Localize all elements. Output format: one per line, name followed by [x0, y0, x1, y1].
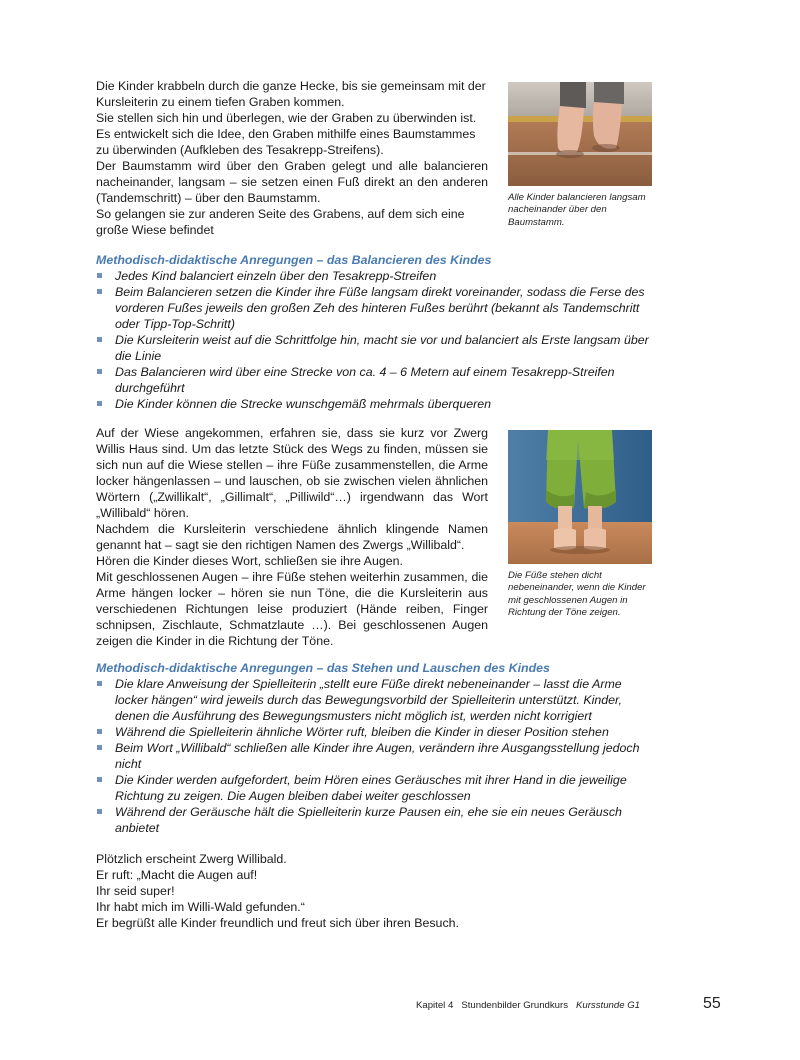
page-number: 55: [703, 995, 721, 1012]
bullet-square-icon: [97, 777, 102, 782]
list-item: Die klare Anweisung der Spielleiterin „stellt eure Füße direkt nebeneinander – lasst die Arme locker hängen“ wird jeweils durch das Bewegungsvorbild der Spielleiterin unterstützt. Kinder, denen die Ausführung des Bewegungsmusters nicht möglich ist, werden nicht korrigiert: [96, 676, 658, 724]
paragraph: Ihr seid super!: [96, 884, 175, 898]
paragraph: So gelangen sie zur anderen Seite des Grabens, auf dem sich eine große Wiese befindet: [96, 207, 465, 237]
footer-lesson: Kursstunde G1: [576, 1000, 640, 1011]
paragraph: Die Kinder krabbeln durch die ganze Hecke, bis sie gemeinsam mit der Kursleiterin zu einem tiefen Graben kommen.: [96, 79, 486, 109]
photo-caption: Die Füße stehen dicht nebeneinander, wenn die Kinder mit geschlossenen Augen in Richtung der Töne zeigen.: [508, 570, 646, 618]
footer-chapter: Kapitel 4: [415, 1000, 454, 1011]
list-item: Während die Spielleiterin ähnliche Wörter ruft, bleiben die Kinder in dieser Position stehen: [96, 724, 658, 740]
bullet-square-icon: [97, 401, 102, 406]
footer-section: Stundenbilder Grundkurs: [461, 1000, 568, 1011]
paragraph: Mit geschlossenen Augen – ihre Füße stehen weiterhin zusammen, die Arme hängen locker – hören sie nun Töne, die die Kursleiterin aus verschiedenen Richtungen leise produziert (Hände reiben, Finger schnipsen, Zischlaute, Schmatzlaute …). Bei geschlossenen Augen zeigen die Kinder in die Richtung der Töne.: [96, 570, 488, 648]
list-item: Die Kinder können die Strecke wunschgemäß mehrmals überqueren: [96, 396, 658, 412]
running-footer: [416, 1000, 640, 1011]
bullet-square-icon: [97, 809, 102, 814]
section-heading: Methodisch-didaktische Anregungen – das Stehen und Lauschen des Kindes: [96, 661, 550, 675]
list-item: Während der Geräusche hält die Spielleiterin kurze Pausen ein, ehe sie ein neues Geräusch anbietet: [96, 804, 658, 836]
list-item: Die Kursleiterin weist auf die Schrittfolge hin, macht sie vor und balanciert als Erste langsam über die Linie: [96, 332, 658, 364]
list-item: Das Balancieren wird über eine Strecke von ca. 4 – 6 Metern auf einem Tesakrepp-Streifen durchgeführt: [96, 364, 658, 396]
list-item: Die Kinder werden aufgefordert, beim Hören eines Geräusches mit ihrer Hand in die jeweilige Richtung zu zeigen. Die Augen bleiben dabei weiter geschlossen: [96, 772, 658, 804]
section-heading: Methodisch-didaktische Anregungen – das Balancieren des Kindes: [96, 253, 492, 267]
page-footer: [0, 996, 800, 1016]
paragraph: Plötzlich erscheint Zwerg Willibald.: [96, 852, 287, 866]
paragraph: Er begrüßt alle Kinder freundlich und freut sich über ihren Besuch.: [96, 916, 459, 930]
bullet-square-icon: [97, 729, 102, 734]
photo-feet-together: [508, 430, 652, 564]
bullet-square-icon: [97, 369, 102, 374]
bullet-list: [96, 268, 658, 412]
bullet-square-icon: [97, 273, 102, 278]
list-item: Beim Wort „Willibald“ schließen alle Kinder ihre Augen, verändern ihre Ausgangsstellung jedoch nicht: [96, 740, 658, 772]
paragraph: Hören die Kinder dieses Wort, schließen sie ihre Augen.: [96, 554, 403, 568]
bullet-square-icon: [97, 681, 102, 686]
paragraph: Auf der Wiese angekommen, erfahren sie, dass sie kurz vor Zwerg Willis Haus sind. Um das letzte Stück des Wegs zu finden, müssen sie sich nun auf die Wiese stellen – ihre Füße zusammenstellen, die Arme locker hängenlassen – und lauschen, ob sie zwischen vielen ähnlichen Wörtern („Zwillikalt“, „Gillimalt“, „Pilliwild“…) irgendwann das Wort „Willibald“ hören.: [96, 426, 488, 520]
bullet-square-icon: [97, 289, 102, 294]
list-item: Beim Balancieren setzen die Kinder ihre Füße langsam direkt voreinander, sodass die Ferse des vorderen Fußes jeweils den großen Zeh des hinteren Fußes berührt (bekannt als Tandemschritt oder Tipp-Top-Schritt): [96, 284, 658, 332]
photo-feet-balancing: [508, 82, 652, 186]
paragraph: Ihr habt mich im Willi-Wald gefunden.“: [96, 900, 305, 914]
paragraph: Der Baumstamm wird über den Graben gelegt und alle balancieren nacheinander, langsam – sie setzen einen Fuß direkt an den anderen (Tandemschritt) – über den Baumstamm.: [96, 159, 488, 205]
list-item: Jedes Kind balanciert einzeln über den Tesakrepp-Streifen: [96, 268, 658, 284]
photo-caption: Alle Kinder balancieren langsam nacheinander über den Baumstamm.: [508, 192, 646, 228]
paragraph: Er ruft: „Macht die Augen auf!: [96, 868, 258, 882]
bullet-square-icon: [97, 745, 102, 750]
meadow-text: [96, 425, 488, 649]
paragraph: Es entwickelt sich die Idee, den Graben mithilfe eines Baumstammes zu überwinden (Aufkleben des Tesakrepp-Streifens).: [96, 127, 476, 157]
closing-text: [96, 851, 656, 931]
paragraph: Nachdem die Kursleiterin verschiedene ähnlich klingende Namen genannt hat – sagt sie den richtigen Namen des Zwergs „Willibald“.: [96, 522, 488, 552]
paragraph: Sie stellen sich hin und überlegen, wie der Graben zu überwinden ist.: [96, 111, 477, 125]
intro-text: [96, 78, 488, 238]
bullet-list: [96, 676, 658, 836]
bullet-square-icon: [97, 337, 102, 342]
